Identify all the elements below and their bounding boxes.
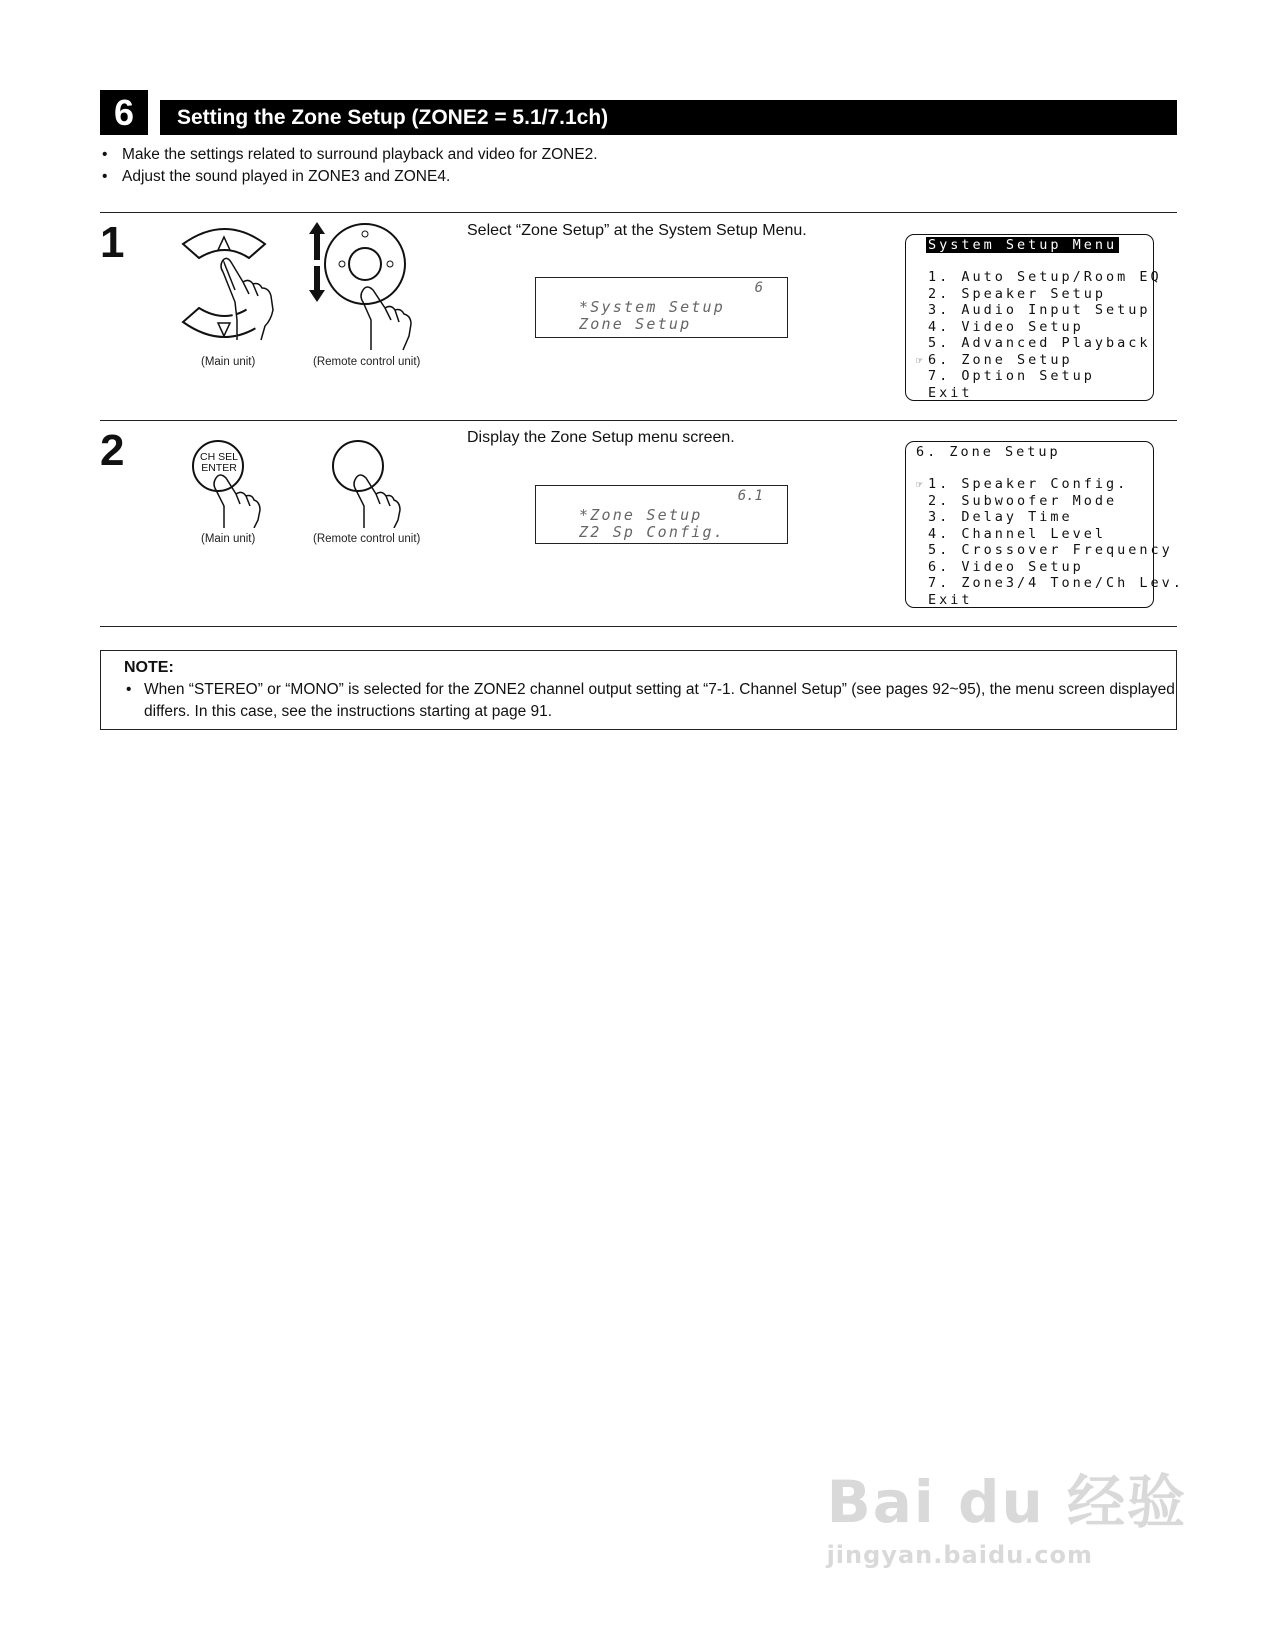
step-1-instruction: Select “Zone Setup” at the System Setup Menu. [467, 222, 807, 239]
menu-item[interactable]: 3. Audio Input Setup [928, 302, 1151, 318]
enter-button-label: CH SEL ENTER [200, 451, 238, 474]
front-display-step-1 [535, 277, 788, 338]
menu-item-selected[interactable]: ☞ 6. Zone Setup [916, 351, 1073, 368]
divider [100, 212, 1177, 213]
step-2-instruction: Display the Zone Setup menu screen. [467, 429, 735, 446]
menu-list [916, 269, 1162, 401]
divider [100, 420, 1177, 421]
menu-title: System Setup Menu [928, 237, 1118, 253]
menu-item-exit[interactable]: Exit [928, 591, 973, 608]
main-unit-cursor-buttons-illustration [165, 222, 295, 357]
baidu-watermark [827, 1455, 1187, 1569]
caption-remote-unit: (Remote control unit) [313, 533, 421, 545]
menu-item[interactable]: 5. Advanced Playback [928, 335, 1151, 351]
section-title: Setting the Zone Setup (ZONE2 = 5.1/7.1ch) [160, 100, 1177, 135]
display-line-1: *Zone Setup [579, 506, 703, 524]
step-1-number: 1 [100, 218, 125, 267]
menu-list [916, 476, 1184, 608]
menu-item[interactable]: 4. Video Setup [928, 318, 1084, 335]
watermark-brand: Bai du 经验 [826, 1468, 1187, 1536]
intro-bullet: • Adjust the sound played in ZONE3 and ZONE4. [100, 166, 598, 188]
menu-item[interactable]: 7. Option Setup [928, 368, 1095, 384]
caption-main-unit: (Main unit) [201, 533, 256, 545]
display-line-2: Zone Setup [579, 315, 692, 333]
display-line-2: Z2 Sp Config. [579, 523, 725, 541]
menu-title: 6. Zone Setup [916, 444, 1061, 460]
menu-item[interactable]: 4. Channel Level [928, 525, 1107, 542]
remote-cursor-pad-illustration [305, 222, 420, 352]
double-arrow-icon [309, 222, 325, 302]
caption-main-unit: (Main unit) [201, 356, 256, 368]
hand-pointer-icon: ☞ [916, 353, 923, 367]
menu-item[interactable]: 7. Zone3/4 Tone/Ch Lev. [928, 575, 1184, 591]
step-2-number: 2 [100, 426, 125, 475]
menu-item[interactable]: 3. Delay Time [928, 509, 1073, 525]
intro-bullet: • Make the settings related to surround playback and video for ZONE2. [100, 144, 598, 166]
divider [100, 626, 1177, 627]
zone-setup-menu-screen [905, 441, 1184, 608]
remote-enter-button-illustration [330, 438, 430, 528]
menu-item[interactable]: 1. Auto Setup/Room EQ [928, 269, 1162, 285]
caption-remote-unit: (Remote control unit) [313, 356, 421, 368]
menu-item[interactable]: 2. Subwoofer Mode [928, 492, 1118, 509]
menu-item[interactable]: 5. Crossover Frequency [928, 542, 1173, 558]
display-line-1: *System Setup [579, 298, 725, 316]
watermark-url: jingyan.baidu.com [826, 1541, 1094, 1569]
intro-bullet-list [100, 144, 598, 188]
menu-item-selected[interactable]: ☞ 1. Speaker Config. [916, 476, 1129, 492]
hand-pointer-icon: ☞ [916, 478, 923, 491]
menu-item[interactable]: 2. Speaker Setup [928, 285, 1107, 302]
front-display-step-2 [535, 485, 788, 544]
section-number: 6 [100, 90, 148, 135]
menu-item-exit[interactable]: Exit [928, 384, 973, 401]
note-title: NOTE: [124, 659, 174, 676]
system-setup-menu-screen [905, 234, 1162, 401]
menu-item[interactable]: 6. Video Setup [928, 558, 1084, 575]
note-box [100, 650, 1177, 730]
display-index: 6 [754, 280, 763, 296]
note-text: • When “STEREO” or “MONO” is selected for the ZONE2 channel output setting at “7-1. Channel Setup” (see pages 92~95), the menu screen displayed differs. In this case, see the instructions starting at page 91. [124, 679, 1179, 722]
display-index: 6.1 [737, 488, 763, 504]
